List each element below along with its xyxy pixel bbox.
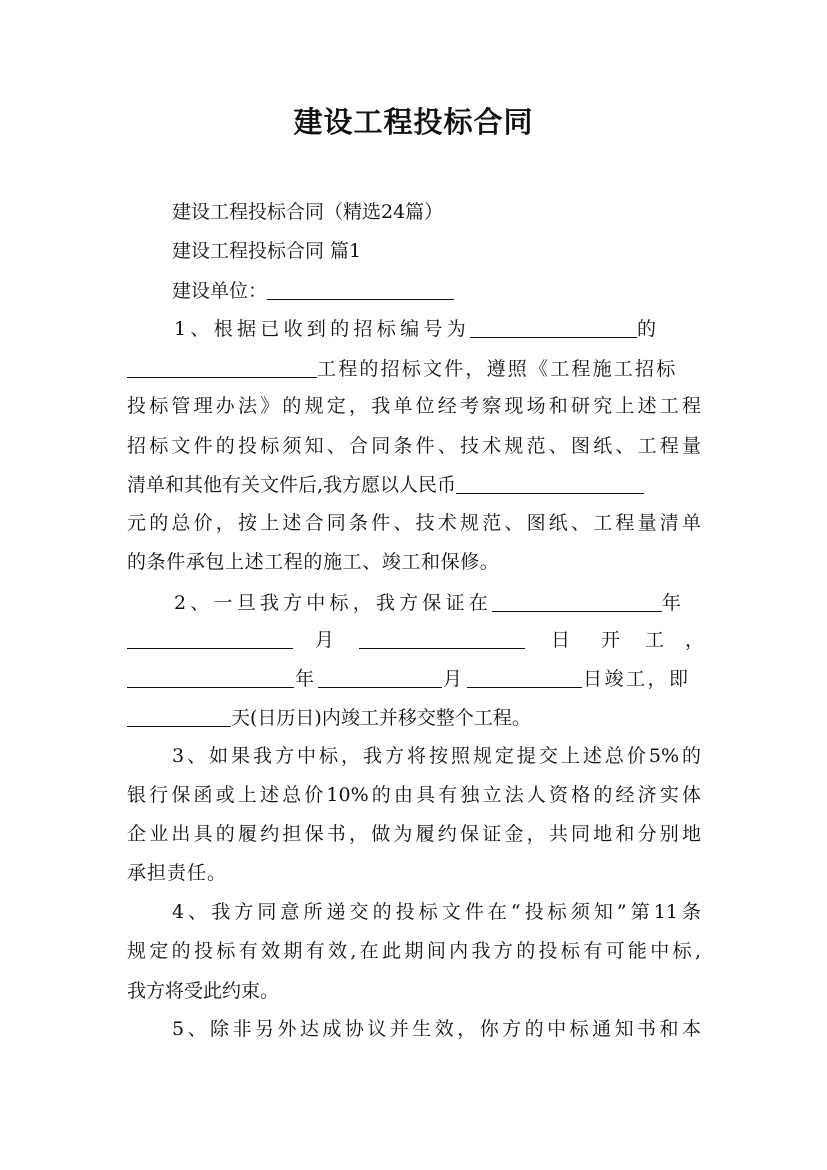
para5-line1: 5、除非另外达成协议并生效，你方的中标通知书和本 <box>172 1018 701 1040</box>
unit-label: 建设单位： <box>172 280 268 302</box>
days-blank <box>127 708 231 727</box>
para4-line3: 我方将受此约束。 <box>127 980 280 1002</box>
para2-line4 <box>127 706 531 730</box>
section-heading: 建设工程投标合同 篇1 <box>172 240 362 262</box>
end-month-label: 月 <box>443 668 463 690</box>
end-month-blank <box>318 669 442 688</box>
para4-line2: 规定的投标有效期有效,在此期间内我方的投标有可能中标, <box>127 940 701 962</box>
start-day-blank <box>359 630 525 649</box>
day-label: 日 <box>551 629 571 651</box>
para1-text: 工程的招标文件，遵照《工程施工招标 <box>317 358 678 380</box>
para1-line2 <box>127 357 677 381</box>
para4-line1: 4、我方同意所递交的投标文件在“投标须知”第11条 <box>172 901 701 923</box>
para1-text-end: 的 <box>637 318 657 340</box>
document-title: 建设工程投标合同 <box>293 105 534 139</box>
year-label: 年 <box>661 592 681 614</box>
end-year-label: 年 <box>295 668 315 690</box>
para2-text: 2、一旦我方中标，我方保证在 <box>174 592 492 614</box>
para3-line2: 银行保函或上述总价10%的由具有独立法人资格的经济实体 <box>127 784 701 806</box>
document-subtitle: 建设工程投标合同（精选24篇） <box>172 201 444 223</box>
para1-line3: 投标管理办法》的规定，我单位经考察现场和研究上述工程 <box>127 395 701 417</box>
start-month-blank <box>127 630 293 649</box>
para1-line1 <box>174 317 701 341</box>
end-text: 日竣工，即 <box>583 668 691 690</box>
para1-line7: 的条件承包上述工程的施工、竣工和保修。 <box>127 551 500 573</box>
unit-blank <box>267 281 454 300</box>
amount-blank <box>456 475 644 494</box>
para3-line3: 企业出具的履约担保书，做为履约保证金，共同地和分别地 <box>127 823 701 845</box>
month-label: 月 <box>315 629 335 651</box>
end-year-blank <box>127 669 294 688</box>
tender-number-blank <box>470 319 637 338</box>
start-year-blank <box>492 593 662 612</box>
para1-line5 <box>127 473 644 497</box>
para3-line1: 3、如果我方中标，我方将按照规定提交上述总价5%的 <box>172 745 701 767</box>
para1-text: 清单和其他有关文件后,我方愿以人民币 <box>127 474 457 496</box>
work-label: 工 <box>645 629 665 651</box>
para2-line1 <box>174 591 681 615</box>
start-label: 开 <box>601 629 621 651</box>
para1-text: 1、根据已收到的招标编号为 <box>174 318 470 340</box>
para1-line4: 招标文件的投标须知、合同条件、技术规范、图纸、工程量 <box>127 435 701 457</box>
project-name-blank <box>127 359 317 378</box>
unit-line <box>172 279 454 303</box>
para1-line6: 元的总价，按上述合同条件、技术规范、图纸、工程量清单 <box>127 512 701 534</box>
para3-line4: 承担责任。 <box>127 862 228 884</box>
comma: ， <box>685 629 705 651</box>
end-day-blank <box>467 669 582 688</box>
para2-text-end: 天(日历日)内竣工并移交整个工程。 <box>231 707 531 729</box>
